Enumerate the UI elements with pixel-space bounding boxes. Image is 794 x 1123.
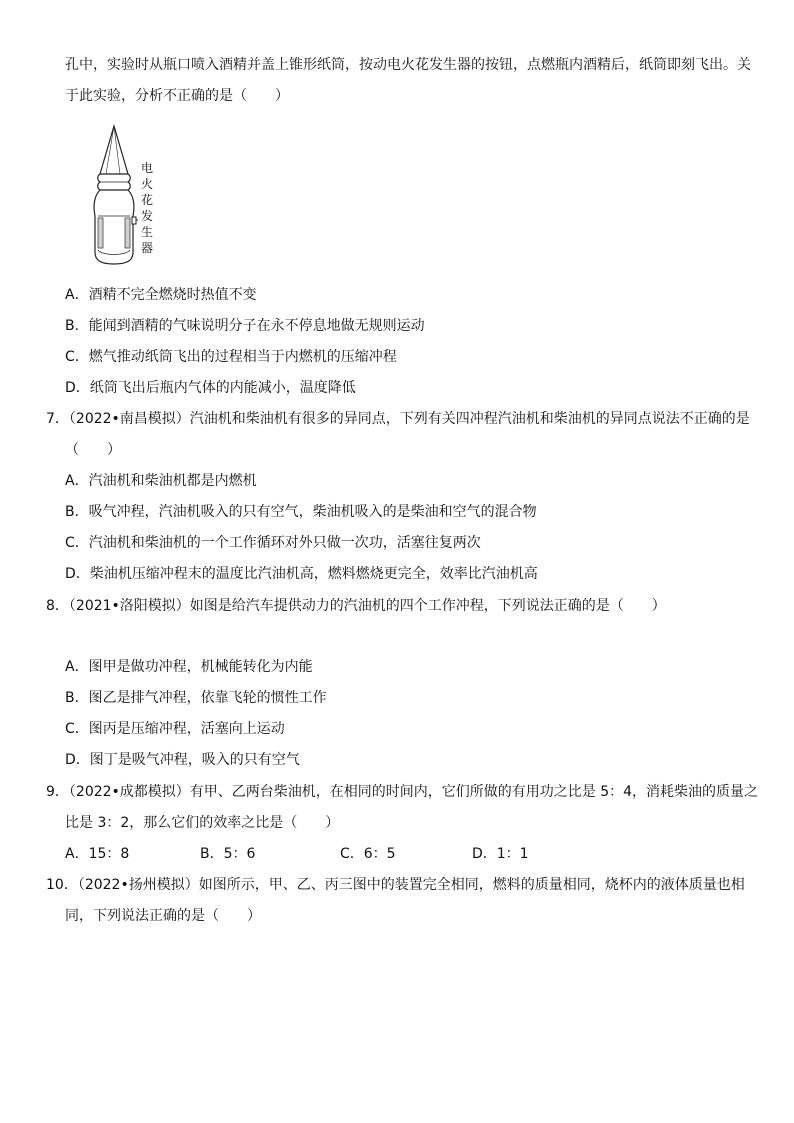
q6-option-c: C．燃气推动纸筒飞出的过程相当于内燃机的压缩冲程 xyxy=(65,349,397,365)
q6-stem-line2: 于此实验，分析不正确的是（ ） xyxy=(65,88,289,104)
q9-option-c: C．6：5 xyxy=(340,846,396,862)
q9-option-a: A．15：8 xyxy=(65,846,130,862)
q6-option-a: A．酒精不完全燃烧时热值不变 xyxy=(65,287,257,303)
q8-option-a: A．图甲是做功冲程，机械能转化为内能 xyxy=(65,659,313,675)
cone-icon xyxy=(100,126,128,174)
q8-option-c: C．图丙是压缩冲程，活塞向上运动 xyxy=(65,721,285,737)
q6-option-d: D．纸筒飞出后瓶内气体的内能减小，温度降低 xyxy=(65,380,356,396)
q9-stem-line2: 比是 3：2，那么它们的效率之比是（ ） xyxy=(65,815,340,831)
q9-stem-line1: 9．（2022•成都模拟）有甲、乙两台柴油机，在相同的时间内，它们所做的有用功之比是 5：4，消耗柴油的质量之 xyxy=(46,784,759,800)
q9-option-b: B．5：6 xyxy=(200,846,256,862)
q9-option-d: D．1：1 xyxy=(472,846,529,862)
bottle-figure xyxy=(88,124,168,268)
q6-option-b: B．能闻到酒精的气味说明分子在永不停息地做无规则运动 xyxy=(65,318,425,334)
bottle-icon xyxy=(94,174,134,264)
igniter-icon xyxy=(132,217,138,224)
q7-option-b: B．吸气冲程，汽油机吸入的只有空气，柴油机吸入的是柴油和空气的混合物 xyxy=(65,504,537,520)
q8-option-b: B．图乙是排气冲程，依靠飞轮的惯性工作 xyxy=(65,690,327,706)
q7-stem-line1: 7．（2022•南昌模拟）汽油机和柴油机有很多的异同点，下列有关四冲程汽油机和柴油机的异同点说法不正确的是 xyxy=(46,411,750,427)
q7-option-d: D．柴油机压缩冲程末的温度比汽油机高，燃料燃烧更完全，效率比汽油机高 xyxy=(65,566,538,582)
q8-option-d: D．图丁是吸气冲程，吸入的只有空气 xyxy=(65,752,300,768)
q10-stem-line2: 同，下列说法正确的是（ ） xyxy=(65,908,261,924)
q6-stem-line1: 孔中，实验时从瓶口喷入酒精并盖上锥形纸筒，按动电火花发生器的按钮，点燃瓶内酒精后，纸筒即刻飞出。关 xyxy=(65,57,751,73)
q8-stem-line1: 8．（2021•洛阳模拟）如图是给汽车提供动力的汽油机的四个工作冲程，下列说法正确的是（ ） xyxy=(46,598,666,614)
q10-stem-line1: 10．（2022•扬州模拟）如图所示，甲、乙、丙三图中的装置完全相同，燃料的质量相同，烧杯内的液体质量也相 xyxy=(46,877,745,893)
igniter-label: 电火花发生器 xyxy=(140,161,153,255)
q7-stem-line2: （ ） xyxy=(65,442,121,458)
q7-option-c: C．汽油机和柴油机的一个工作循环对外只做一次功，活塞往复两次 xyxy=(65,535,481,551)
q7-option-a: A．汽油机和柴油机都是内燃机 xyxy=(65,473,257,489)
